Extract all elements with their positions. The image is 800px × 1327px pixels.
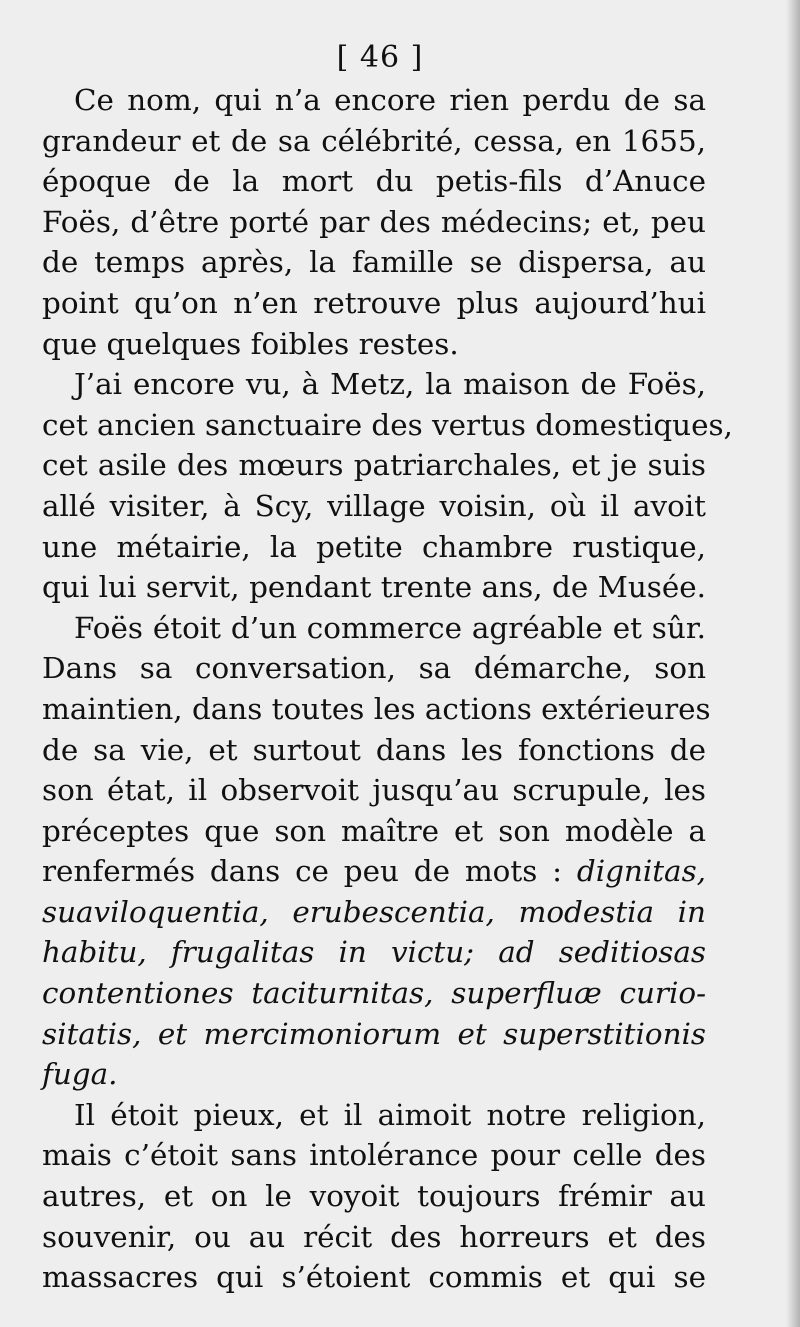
text-line: grandeur et de sa célébrité, cessa, en 1655, xyxy=(42,123,706,158)
text-line: massacres qui s’étoient commis et qui se xyxy=(42,1260,706,1295)
text-line: qui lui servit, pendant trente ans, de Musée. xyxy=(42,570,706,605)
text-line: époque de la mort du petis-fils d’Anuce xyxy=(42,164,706,199)
text-line: Dans sa conversation, sa démarche, son xyxy=(42,651,706,686)
page-number: [ 46 ] xyxy=(336,40,424,75)
text-line: allé visiter, à Scy, village voisin, où il avoit xyxy=(42,488,706,523)
text-line: de sa vie, et surtout dans les fonctions de xyxy=(42,732,706,767)
body-text xyxy=(42,80,733,1298)
text-line: cet asile des mœurs patriarchales, et je suis xyxy=(42,448,706,483)
text-line: habitu, frugalitas in victu; ad seditiosas xyxy=(42,935,706,970)
text-line: suaviloquentia, erubescentia, modestia in xyxy=(42,894,706,929)
text-italic: dignitas, xyxy=(576,854,706,889)
text-line: J’ai encore vu, à Metz, la maison de Foës, xyxy=(74,367,706,402)
paragraph xyxy=(42,1095,706,1298)
text-line: Foës, d’être porté par des médecins; et, peu xyxy=(42,204,706,239)
text-line: mais c’étoit sans intolérance pour celle des xyxy=(42,1138,706,1173)
paragraph xyxy=(42,80,706,364)
text-line: souvenir, ou au récit des horreurs et des xyxy=(42,1219,706,1254)
text-line: contentiones taciturnitas, superfluæ curio- xyxy=(42,976,706,1011)
text-roman: renfermés dans ce peu de mots : xyxy=(42,854,577,889)
text-line: Ce nom, qui n’a encore rien perdu de sa xyxy=(74,83,706,117)
text-line: une métairie, la petite chambre rustique, xyxy=(42,529,706,564)
text-line: que quelques foibles restes. xyxy=(42,326,459,361)
text-line: Il étoit pieux, et il aimoit notre religion, xyxy=(74,1097,706,1132)
text-line: fuga. xyxy=(42,1057,118,1092)
text-line: de temps après, la famille se dispersa, au xyxy=(42,245,706,280)
text-line: autres, et on le voyoit toujours frémir au xyxy=(42,1179,706,1214)
text-line: son état, il observoit jusqu’au scrupule, les xyxy=(42,773,706,808)
text-line: préceptes que son maître et son modèle a xyxy=(42,813,706,848)
text-line: point qu’on n’en retrouve plus aujourd’hui xyxy=(42,285,706,320)
text-line: maintien, dans toutes les actions extérieures xyxy=(42,691,711,726)
text-line xyxy=(42,851,706,892)
text-line: sitatis, et mercimoniorum et superstitionis xyxy=(42,1016,706,1051)
text-line: cet ancien sanctuaire des vertus domestiques, xyxy=(42,407,733,442)
paragraph xyxy=(42,364,733,608)
text-line: Foës étoit d’un commerce agréable et sûr. xyxy=(74,610,706,645)
paragraph xyxy=(42,608,711,1095)
